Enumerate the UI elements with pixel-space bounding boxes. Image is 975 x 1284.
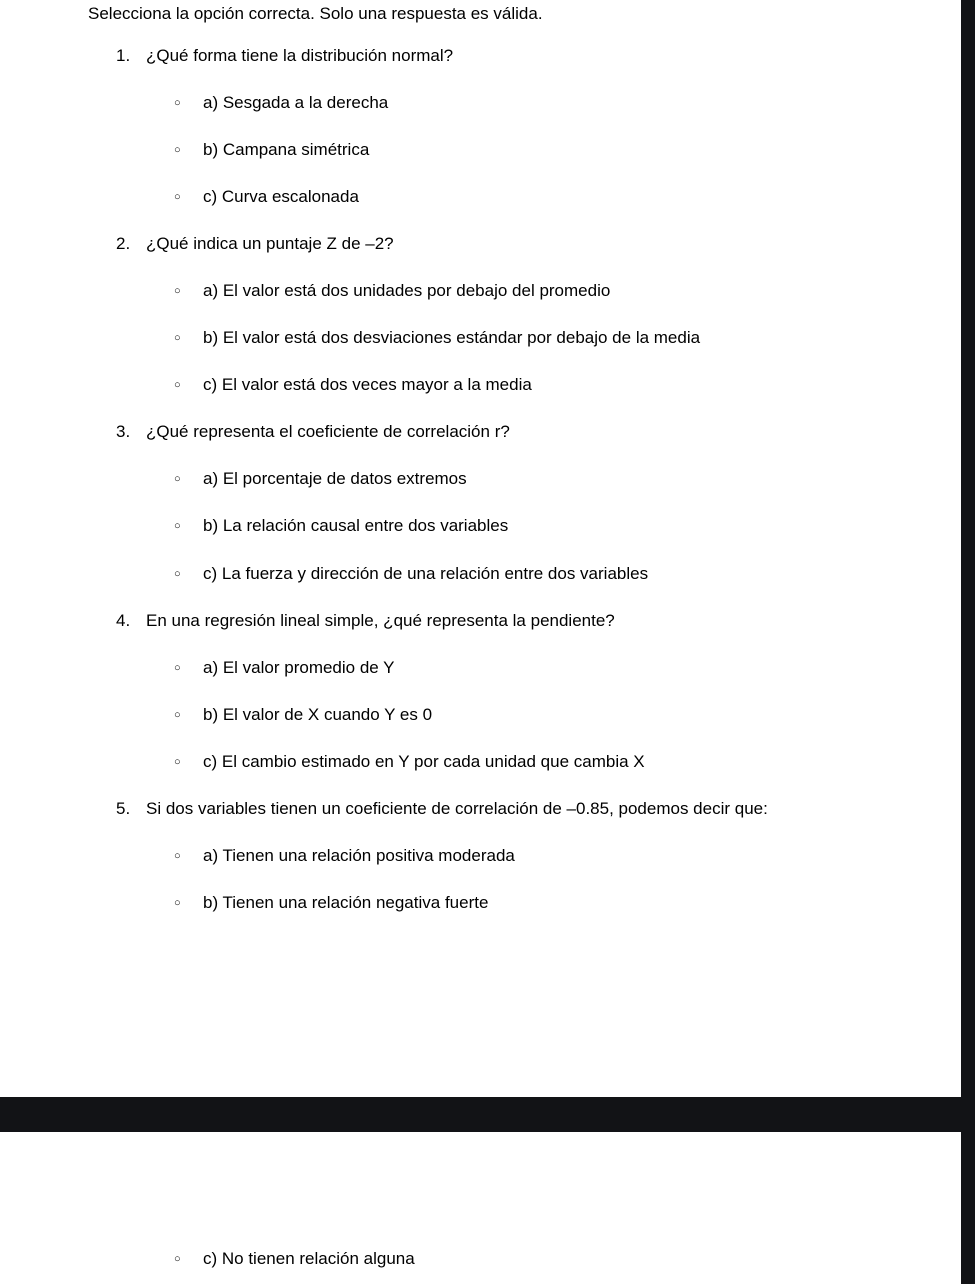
question-number: 5.: [116, 799, 131, 818]
option-4b[interactable]: [174, 705, 432, 725]
hollow-circle-bullet-icon: ○: [174, 191, 181, 203]
option-2c[interactable]: [174, 375, 532, 395]
hollow-circle-bullet-icon: ○: [174, 473, 181, 485]
option-2a[interactable]: [174, 281, 610, 301]
option-1a[interactable]: [174, 93, 388, 113]
option-text: c) El valor está dos veces mayor a la media: [203, 375, 532, 394]
option-3b[interactable]: [174, 516, 508, 536]
question-text: Si dos variables tienen un coeficiente de correlación de –0.85, podemos decir que:: [146, 799, 768, 818]
question-text: ¿Qué indica un puntaje Z de –2?: [146, 234, 394, 253]
question-number: 1.: [116, 46, 131, 65]
hollow-circle-bullet-icon: ○: [174, 756, 181, 768]
option-text: b) La relación causal entre dos variables: [203, 516, 509, 535]
option-4a[interactable]: [174, 658, 395, 678]
hollow-circle-bullet-icon: ○: [174, 520, 181, 532]
option-text: a) El valor está dos unidades por debajo del promedio: [203, 281, 611, 300]
hollow-circle-bullet-icon: ○: [174, 97, 181, 109]
option-5b[interactable]: [174, 893, 488, 913]
option-text: b) El valor está dos desviaciones estándar por debajo de la media: [203, 328, 701, 347]
hollow-circle-bullet-icon: ○: [174, 897, 181, 909]
option-4c[interactable]: [174, 752, 645, 772]
option-text: c) La fuerza y dirección de una relación entre dos variables: [203, 564, 649, 583]
option-text: c) Curva escalonada: [203, 187, 359, 206]
question-number: 2.: [116, 234, 131, 253]
instruction-text: Selecciona la opción correcta. Solo una respuesta es válida.: [88, 4, 543, 23]
option-text: a) Sesgada a la derecha: [203, 93, 389, 112]
question-3: [116, 422, 510, 442]
hollow-circle-bullet-icon: ○: [174, 379, 181, 391]
hollow-circle-bullet-icon: ○: [174, 144, 181, 156]
option-3a[interactable]: [174, 469, 467, 489]
question-2: [116, 234, 394, 254]
option-text: a) Tienen una relación positiva moderada: [203, 846, 515, 865]
dark-right-edge: [961, 0, 975, 1284]
hollow-circle-bullet-icon: ○: [174, 332, 181, 344]
option-text: c) No tienen relación alguna: [203, 1249, 415, 1268]
hollow-circle-bullet-icon: ○: [174, 662, 181, 674]
page-break-band: [0, 1097, 975, 1132]
option-2b[interactable]: [174, 328, 700, 348]
question-4: [116, 611, 615, 631]
hollow-circle-bullet-icon: ○: [174, 285, 181, 297]
option-text: a) El porcentaje de datos extremos: [203, 469, 467, 488]
option-text: b) Tienen una relación negativa fuerte: [203, 893, 489, 912]
option-1c[interactable]: [174, 187, 359, 207]
document-page-continued: [0, 1132, 961, 1284]
hollow-circle-bullet-icon: ○: [174, 568, 181, 580]
option-text: b) Campana simétrica: [203, 140, 370, 159]
question-text: ¿Qué forma tiene la distribución normal?: [146, 46, 454, 65]
option-1b[interactable]: [174, 140, 369, 160]
option-3c[interactable]: [174, 564, 648, 584]
option-5a[interactable]: [174, 846, 515, 866]
option-text: a) El valor promedio de Y: [203, 658, 395, 677]
hollow-circle-bullet-icon: ○: [174, 709, 181, 721]
option-5c[interactable]: [174, 1249, 415, 1269]
option-text: c) El cambio estimado en Y por cada unidad que cambia X: [203, 752, 645, 771]
question-text: ¿Qué representa el coeficiente de correlación r?: [146, 422, 510, 441]
question-5: [116, 799, 768, 819]
question-1: [116, 46, 453, 66]
hollow-circle-bullet-icon: ○: [174, 1253, 181, 1265]
question-number: 3.: [116, 422, 131, 441]
hollow-circle-bullet-icon: ○: [174, 850, 181, 862]
option-text: b) El valor de X cuando Y es 0: [203, 705, 433, 724]
question-text: En una regresión lineal simple, ¿qué representa la pendiente?: [146, 611, 615, 630]
question-number: 4.: [116, 611, 131, 630]
